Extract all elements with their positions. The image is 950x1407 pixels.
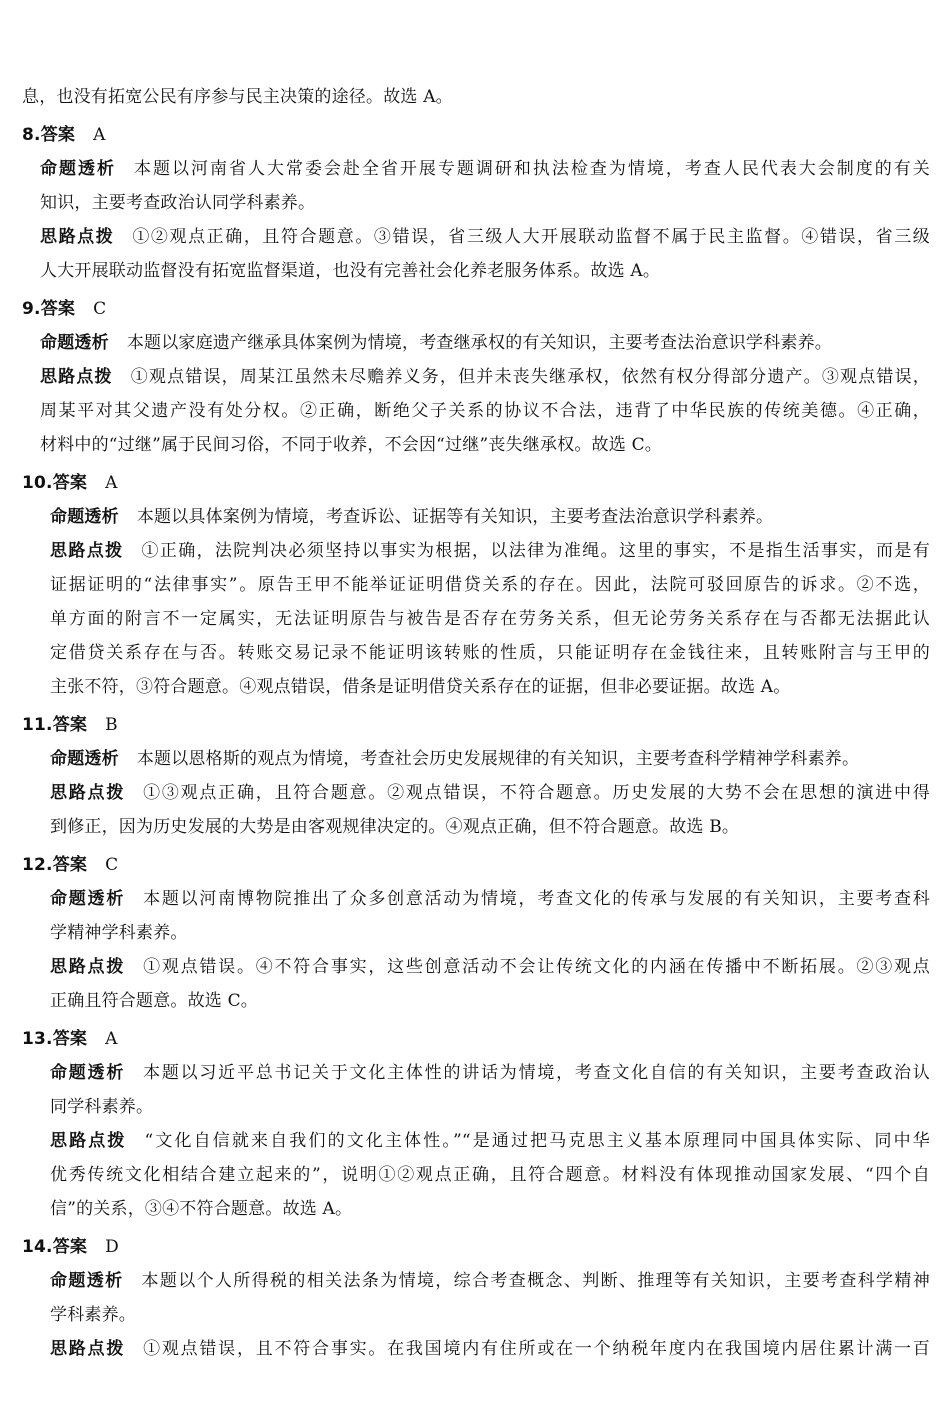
question-9-analysis (40, 326, 930, 360)
hint-text: ①正确，法院判决必须坚持以事实为根据，以法律为准绳。这里的事实，不是指生活事实，而是有 (141, 541, 930, 561)
question-9-header (22, 292, 930, 326)
hint-text: ①观点错误，周某江虽然未尽赡养义务，但并未丧失继承权，依然有权分得部分遗产。③观点错误， (130, 367, 930, 387)
analysis-label: 命题透析 (50, 889, 126, 909)
answer-label: 答案 (52, 1237, 88, 1257)
hint-label: 思路点拨 (50, 957, 126, 977)
answer-label: 答案 (52, 715, 88, 735)
analysis-text: 本题以习近平总书记关于文化主体性的讲话为情境，考查文化自信的有关知识，主要考查政治认 (143, 1063, 930, 1083)
hint-text: 定借贷关系存在与否。转账交易记录不能证明该转账的性质，只能证明存在金钱往来，且转账附言与王甲的 (50, 643, 930, 663)
analysis-text: 学科素养。 (50, 1305, 136, 1325)
question-14-hint (50, 1332, 930, 1366)
analysis-text: 本题以具体案例为情境，考查诉讼、证据等有关知识，主要考查法治意识学科素养。 (136, 507, 774, 527)
hint-text: 优秀传统文化相结合建立起来的”，说明①②观点正确，且符合题意。材料没有体现推动国家发展、“四个自 (50, 1165, 930, 1185)
question-11-hint (50, 776, 930, 844)
analysis-text: 本题以河南博物院推出了众多创意活动为情境，考查文化的传承与发展的有关知识，主要考查科 (143, 889, 930, 909)
question-9-hint (40, 360, 930, 462)
question-14-header (22, 1230, 930, 1264)
hint-text: “文化自信就来自我们的文化主体性。”“是通过把马克思主义基本原理同中国具体实际、同中华 (144, 1131, 930, 1151)
hint-text: 证据证明的“法律事实”。原告王甲不能举证证明借贷关系的存在。因此，法院可驳回原告的诉求。②不选， (50, 575, 930, 595)
analysis-text: 本题以个人所得税的相关法条为情境，综合考查概念、判断、推理等有关知识，主要考查科学精神 (141, 1271, 930, 1291)
hint-label: 思路点拨 (50, 783, 126, 803)
answer-label: 答案 (40, 299, 76, 319)
question-13-analysis (50, 1056, 930, 1124)
hint-text: ①观点错误，且不符合事实。在我国境内有住所或在一个纳税年度内在我国境内居住累计满一百 (143, 1339, 930, 1359)
hint-text: 周某平对其父遗产没有处分权。②正确，断绝父子关系的协议不合法，违背了中华民族的传统美德。④正确， (40, 401, 930, 421)
analysis-label: 命题透析 (50, 1063, 126, 1083)
question-12-analysis (50, 882, 930, 950)
question-number: 8. (22, 125, 41, 145)
question-number: 14. (22, 1237, 53, 1257)
analysis-label: 命题透析 (40, 333, 109, 353)
answer-choice: C (93, 299, 107, 319)
analysis-text: 学精神学科素养。 (50, 923, 188, 943)
answer-choice: C (105, 855, 119, 875)
question-13-hint (50, 1124, 930, 1226)
question-number: 9. (22, 299, 41, 319)
question-10-header (22, 466, 930, 500)
question-13-header (22, 1022, 930, 1056)
analysis-label: 命题透析 (50, 749, 119, 769)
hint-text: ①②观点正确，且符合题意。③错误，省三级人大开展联动监督不属于民主监督。④错误，省三级 (132, 227, 930, 247)
hint-text: 主张不符，③符合题意。④观点错误，借条是证明借贷关系存在的证据，但非必要证据。故选 A。 (50, 677, 791, 697)
answer-label: 答案 (52, 473, 88, 493)
hint-label: 思路点拨 (50, 541, 124, 561)
hint-text: 人大开展联动监督没有拓宽监督渠道，也没有完善社会化养老服务体系。故选 A。 (40, 261, 661, 281)
hint-text: 单方面的附言不一定属实，无法证明原告与被告是否存在劳务关系，但无论劳务关系存在与否都无法据此认 (50, 609, 930, 629)
analysis-label: 命题透析 (50, 507, 119, 527)
question-14-analysis (50, 1264, 930, 1332)
question-number: 13. (22, 1029, 53, 1049)
analysis-text: 本题以家庭遗产继承具体案例为情境，考查继承权的有关知识，主要考查法治意识学科素养。 (126, 333, 833, 353)
analysis-text: 本题以恩格斯的观点为情境，考查社会历史发展规律的有关知识，主要考查科学精神学科素养。 (136, 749, 860, 769)
hint-label: 思路点拨 (50, 1339, 126, 1359)
question-12-header (22, 848, 930, 882)
analysis-text: 本题以河南省人大常委会赴全省开展专题调研和执法检查为情境，考查人民代表大会制度的有关 (133, 159, 930, 179)
question-11-header (22, 708, 930, 742)
question-12-hint (50, 950, 930, 1018)
answer-label: 答案 (52, 1029, 88, 1049)
intro-line: 息，也没有拓宽公民有序参与民主决策的途径。故选 A。 (22, 87, 453, 107)
hint-label: 思路点拨 (50, 1131, 127, 1151)
hint-label: 思路点拨 (40, 367, 113, 387)
question-number: 12. (22, 855, 53, 875)
hint-text: ①③观点正确，且符合题意。②观点错误，不符合题意。历史发展的大势不会在思想的演进中得 (143, 783, 930, 803)
answer-choice: B (105, 715, 118, 735)
answer-choice: D (105, 1237, 119, 1257)
question-8-hint (40, 220, 930, 288)
answer-explanation-page (22, 80, 930, 1366)
hint-text: 信”的关系，③④不符合题意。故选 A。 (50, 1199, 353, 1219)
question-number: 11. (22, 715, 53, 735)
question-10-hint (50, 534, 930, 704)
question-8-analysis (40, 152, 930, 220)
answer-label: 答案 (52, 855, 88, 875)
analysis-text: 同学科素养。 (50, 1097, 154, 1117)
hint-text: 到修正，因为历史发展的大势是由客观规律决定的。④观点正确，但不符合题意。故选 B。 (50, 817, 740, 837)
question-8-header (22, 118, 930, 152)
hint-text: 材料中的“过继”属于民间习俗，不同于收养，不会因“过继”丧失继承权。故选 C。 (40, 435, 662, 455)
hint-text: ①观点错误。④不符合事实，这些创意活动不会让传统文化的内涵在传播中不断拓展。②③观点 (143, 957, 930, 977)
question-number: 10. (22, 473, 53, 493)
analysis-text: 知识，主要考查政治认同学科素养。 (40, 193, 316, 213)
answer-choice: A (105, 473, 118, 493)
answer-label: 答案 (40, 125, 76, 145)
analysis-label: 命题透析 (50, 1271, 124, 1291)
answer-choice: A (93, 125, 106, 145)
question-11-analysis (50, 742, 930, 776)
hint-text: 正确且符合题意。故选 C。 (50, 991, 259, 1011)
answer-choice: A (105, 1029, 118, 1049)
question-10-analysis (50, 500, 930, 534)
analysis-label: 命题透析 (40, 159, 116, 179)
hint-label: 思路点拨 (40, 227, 115, 247)
